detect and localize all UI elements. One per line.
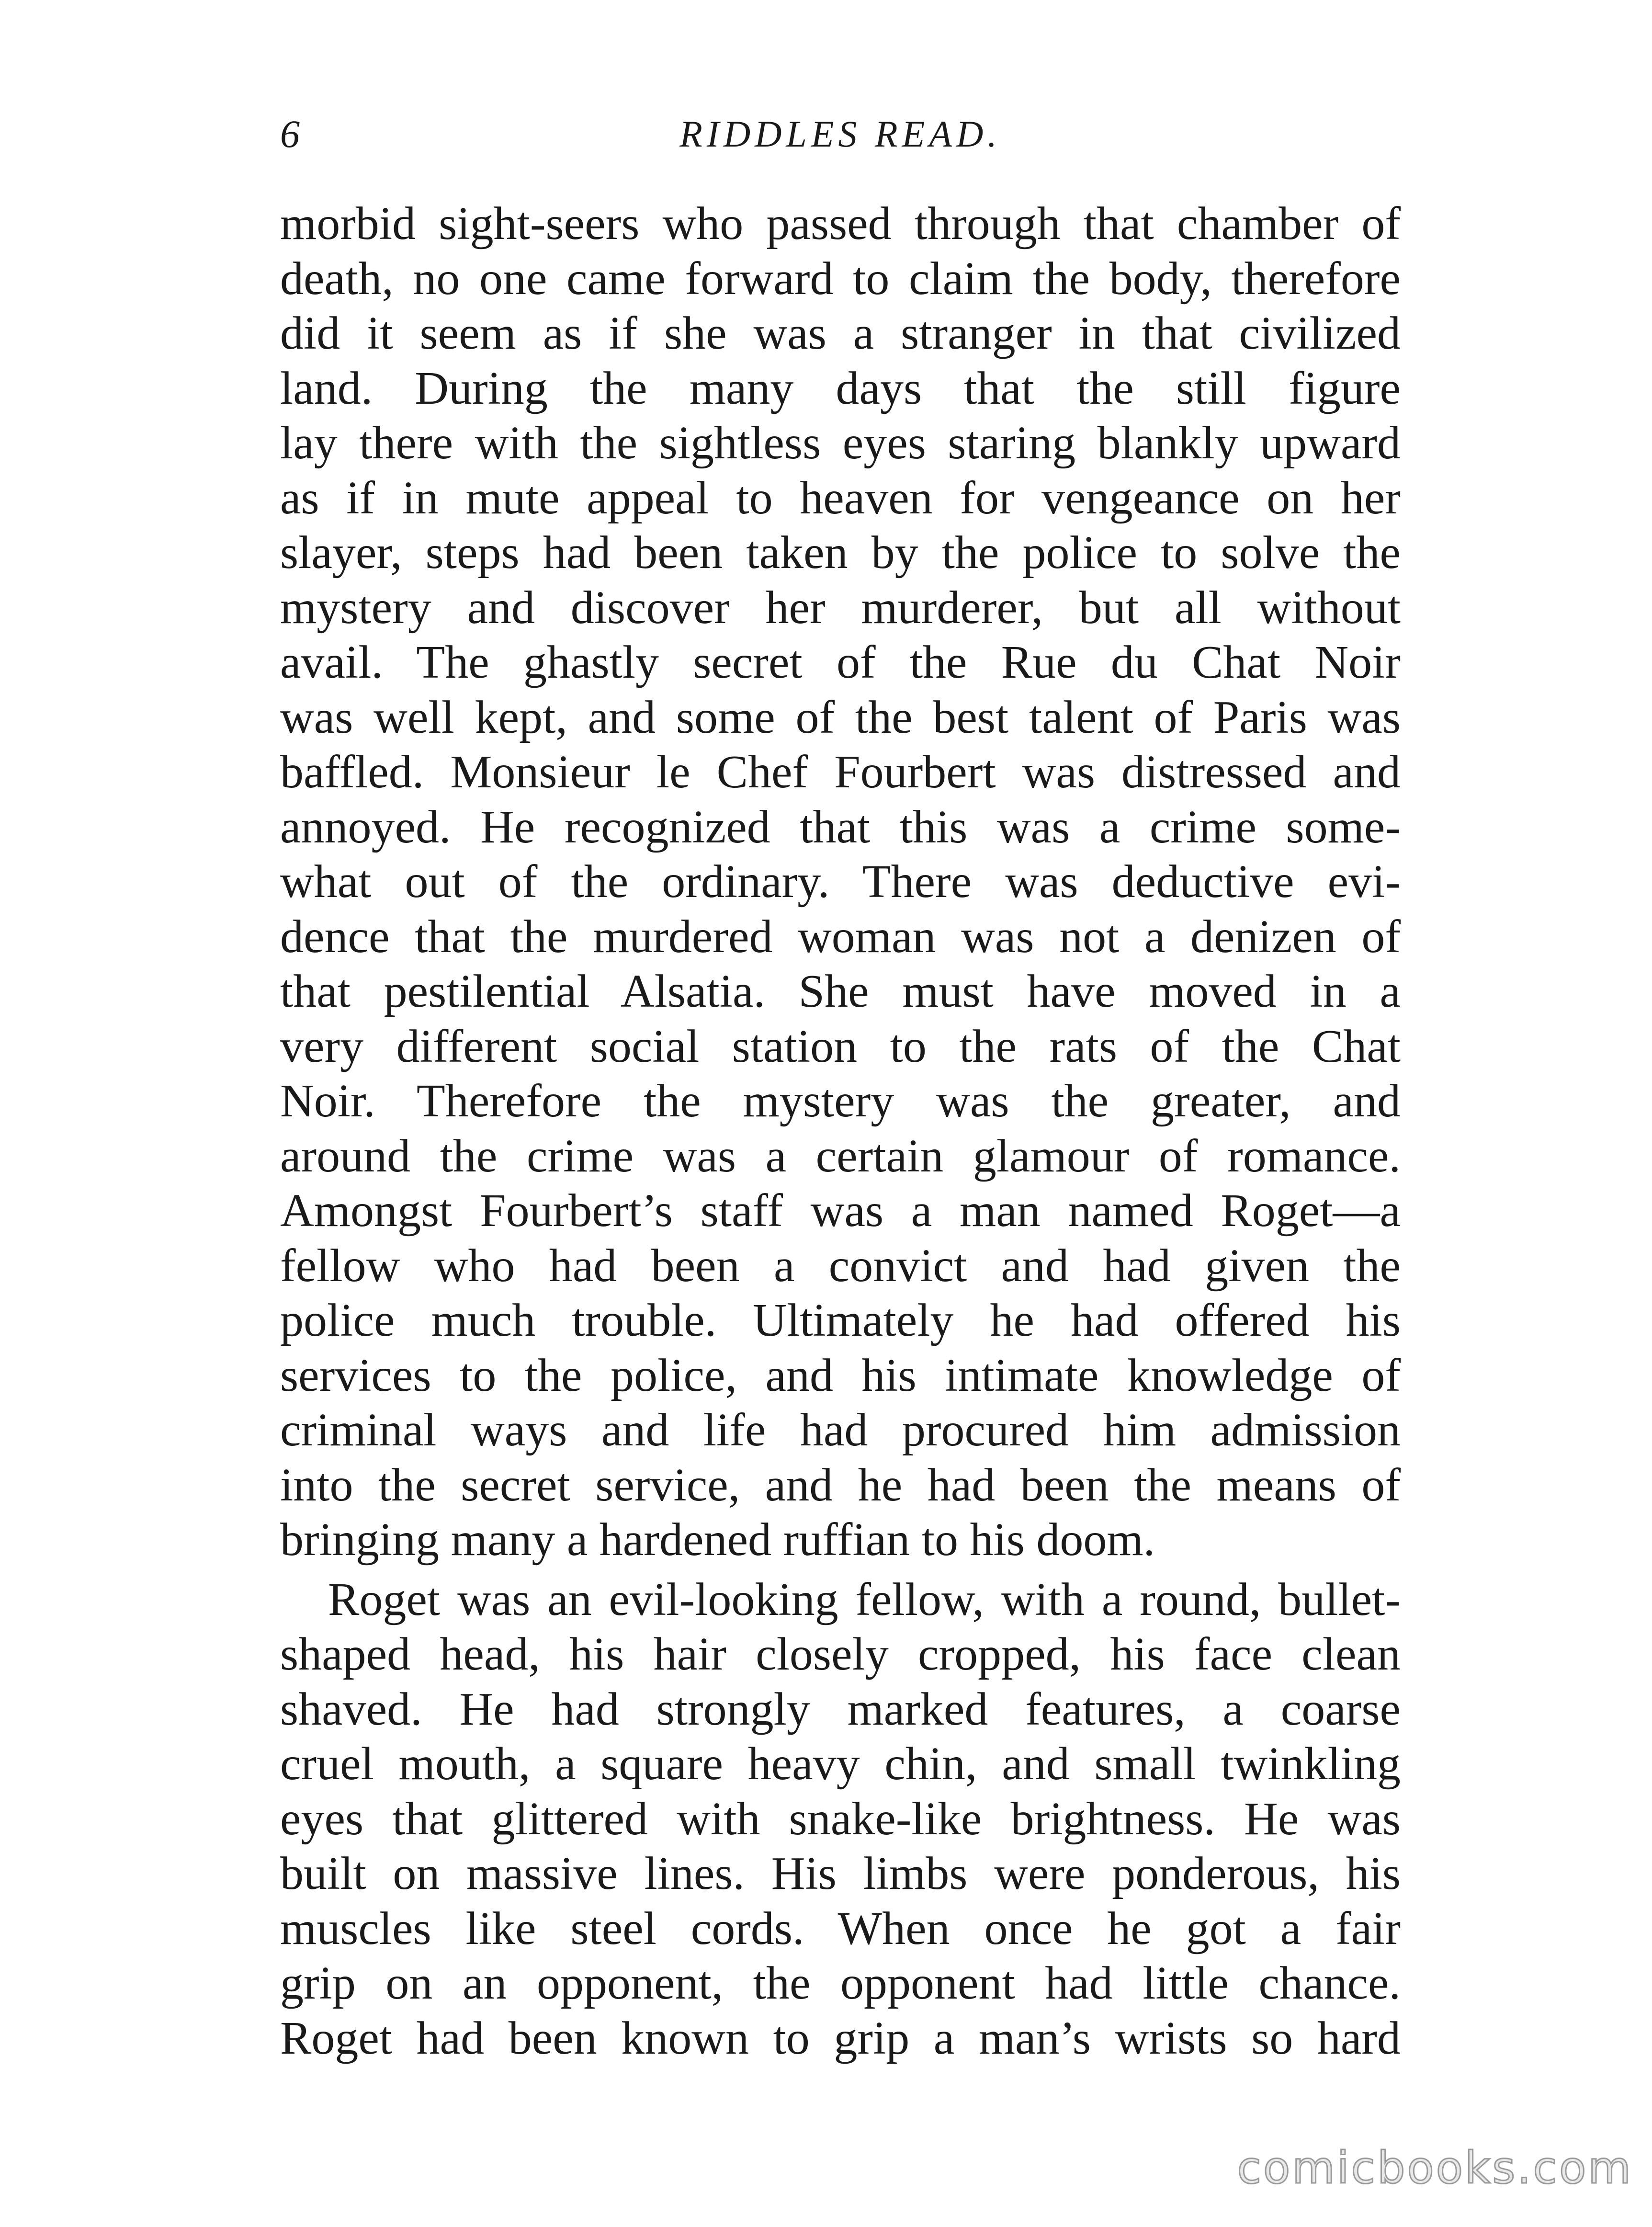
text-line: criminal ways and life had procured him admission [280,1404,1401,1456]
text-line: Amongst Fourbert’s staff was a man named Roget—a [280,1185,1401,1237]
text-line: shaved. He had strongly marked features, a coarse [280,1683,1401,1735]
text-line: muscles like steel cords. When once he got a fair [280,1902,1401,1954]
text-line: shaped head, his hair closely cropped, his face clean [280,1628,1401,1680]
text-line: fellow who had been a convict and had given the [280,1239,1401,1292]
text-line: built on massive lines. His limbs were ponderous, his [280,1848,1401,1899]
text-line: did it seem as if she was a stranger in that civilized [280,307,1401,359]
paragraph-gap [280,1568,1401,1572]
text-line: as if in mute appeal to heaven for vengeance on her [280,472,1401,524]
text-line: cruel mouth, a square heavy chin, and small twinkling [280,1738,1401,1790]
text-line: morbid sight-seers who passed through that chamber of [280,198,1401,250]
text-line: annoyed. He recognized that this was a crime some- [280,801,1401,853]
text-line: Noir. Therefore the mystery was the greater, and [280,1075,1401,1127]
text-line: what out of the ordinary. There was deductive evi- [280,856,1401,908]
running-title: RIDDLES READ. [679,113,1001,155]
text-line: Roget was an evil-looking fellow, with a round, bullet- [328,1573,1401,1625]
text-line: Roget had been known to grip a man’s wrists so hard [280,2012,1401,2064]
text-line: dence that the murdered woman was not a denizen of [280,910,1401,963]
body-text [280,196,1401,2066]
paragraph-1 [280,196,1401,1568]
text-line: baffled. Monsieur le Chef Fourbert was distressed and [280,746,1401,798]
text-line: very different social station to the rats of the Chat [280,1020,1401,1072]
page-number: 6 [280,112,300,156]
text-line: into the secret service, and he had been the means of [280,1459,1401,1511]
watermark: comicbooks.com [1237,2142,1633,2193]
text-line: grip on an opponent, the opponent had little chance. [280,1957,1401,2009]
text-line: slayer, steps had been taken by the police to solve the [280,527,1401,579]
text-line: that pestilential Alsatia. She must have moved in a [280,966,1401,1017]
paragraph-2 [280,1572,1401,2066]
text-line: land. During the many days that the still figure [280,362,1401,414]
text-line: lay there with the sightless eyes staring blankly upward [280,417,1401,469]
text-line: death, no one came forward to claim the body, therefore [280,252,1401,305]
text-line: mystery and discover her murderer, but all without [280,581,1401,634]
text-line: services to the police, and his intimate knowledge of [280,1349,1401,1401]
text-line: around the crime was a certain glamour of romance. [280,1130,1401,1182]
text-line: eyes that glittered with snake-like brightness. He was [280,1793,1401,1845]
text-line: police much trouble. Ultimately he had offered his [280,1295,1401,1346]
text-line: bringing many a hardened ruffian to his doom. [280,1514,1155,1566]
text-line: was well kept, and some of the best talent of Paris was [280,691,1401,743]
text-line: avail. The ghastly secret of the Rue du Chat Noir [280,636,1401,688]
page-header [280,108,1401,160]
